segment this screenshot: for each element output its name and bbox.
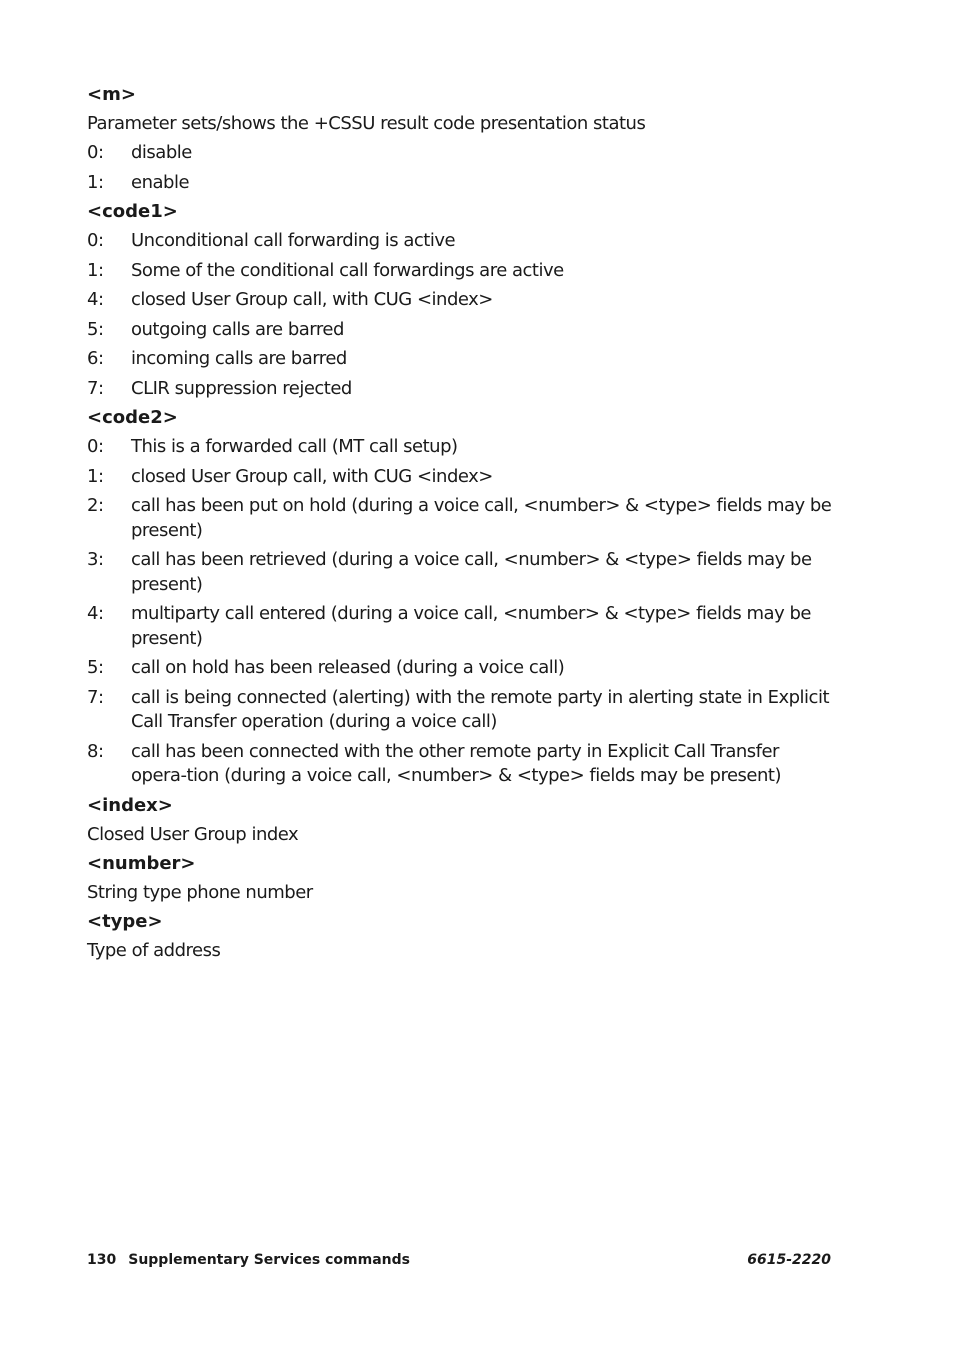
param-description-number: String type phone number	[87, 881, 313, 903]
item-text: Some of the conditional call forwardings are active	[131, 259, 564, 281]
list-item	[87, 686, 837, 735]
list-item	[87, 656, 837, 681]
item-text: Unconditional call forwarding is active	[131, 230, 456, 251]
item-text: incoming calls are barred	[131, 348, 347, 369]
list-item	[87, 494, 837, 543]
item-code: 3:	[87, 549, 104, 570]
item-text: call has been put on hold (during a voice call, <number> & <type> fields may be present)	[131, 495, 832, 541]
item-text: closed User Group call, with CUG <index>	[131, 465, 493, 487]
list-item	[87, 435, 837, 460]
item-text: call on hold has been released (during a voice call)	[131, 657, 565, 678]
item-code: 7:	[87, 686, 104, 708]
list-item	[87, 347, 837, 372]
item-text: disable	[131, 142, 192, 163]
item-text: CLIR suppression rejected	[131, 377, 352, 399]
item-code: 0:	[87, 142, 104, 163]
item-code: 5:	[87, 657, 104, 678]
item-code: 0:	[87, 436, 104, 457]
list-item	[87, 740, 837, 789]
list-item	[87, 259, 837, 284]
document-number: 6615-2220	[747, 1252, 831, 1268]
item-text: enable	[131, 171, 190, 193]
list-item	[87, 229, 837, 254]
item-text: multiparty call entered (during a voice call, <number> & <type> fields may be present)	[131, 603, 811, 649]
list-item	[87, 602, 837, 651]
list-item	[87, 318, 837, 343]
item-code: 5:	[87, 318, 104, 340]
param-description-index: Closed User Group index	[87, 823, 299, 845]
param-heading-number: <number>	[87, 852, 196, 874]
item-code: 7:	[87, 377, 104, 399]
item-code: 1:	[87, 259, 104, 281]
item-code: 8:	[87, 740, 104, 762]
param-description-type: Type of address	[87, 939, 221, 961]
item-text: call is being connected (alerting) with the remote party in alerting state in Explicit Call Transfer operation (during a voice call)	[131, 686, 829, 732]
value-list-code2	[87, 435, 837, 789]
item-code: 2:	[87, 495, 104, 516]
list-item	[87, 288, 837, 313]
param-heading-index: <index>	[87, 794, 173, 816]
page-footer	[87, 1252, 831, 1270]
document-body	[87, 83, 837, 968]
item-text: closed User Group call, with CUG <index>	[131, 289, 493, 310]
item-text: call has been connected with the other remote party in Explicit Call Transfer opera-tion (during a voice call, <number> & <type> fields may be present)	[131, 740, 781, 786]
item-code: 1:	[87, 465, 104, 487]
item-code: 4:	[87, 603, 104, 624]
list-item	[87, 377, 837, 402]
value-list-code1	[87, 229, 837, 401]
list-item	[87, 548, 837, 597]
item-text: call has been retrieved (during a voice call, <number> & <type> fields may be present)	[131, 549, 812, 595]
list-item	[87, 465, 837, 490]
item-code: 0:	[87, 230, 104, 251]
item-code: 1:	[87, 171, 104, 193]
item-text: outgoing calls are barred	[131, 318, 344, 340]
item-code: 4:	[87, 289, 104, 310]
page-number: 130	[87, 1252, 117, 1268]
value-list-m	[87, 141, 837, 195]
param-description-m: Parameter sets/shows the +CSSU result code presentation status	[87, 113, 646, 134]
footer-section-title: Supplementary Services commands	[128, 1252, 410, 1268]
item-code: 6:	[87, 348, 104, 369]
param-heading-m: <m>	[87, 84, 136, 105]
param-heading-type: <type>	[87, 910, 163, 932]
list-item	[87, 141, 837, 166]
list-item	[87, 171, 837, 196]
param-heading-code2: <code2>	[87, 407, 178, 428]
param-heading-code1: <code1>	[87, 201, 178, 222]
item-text: This is a forwarded call (MT call setup)	[131, 436, 458, 457]
